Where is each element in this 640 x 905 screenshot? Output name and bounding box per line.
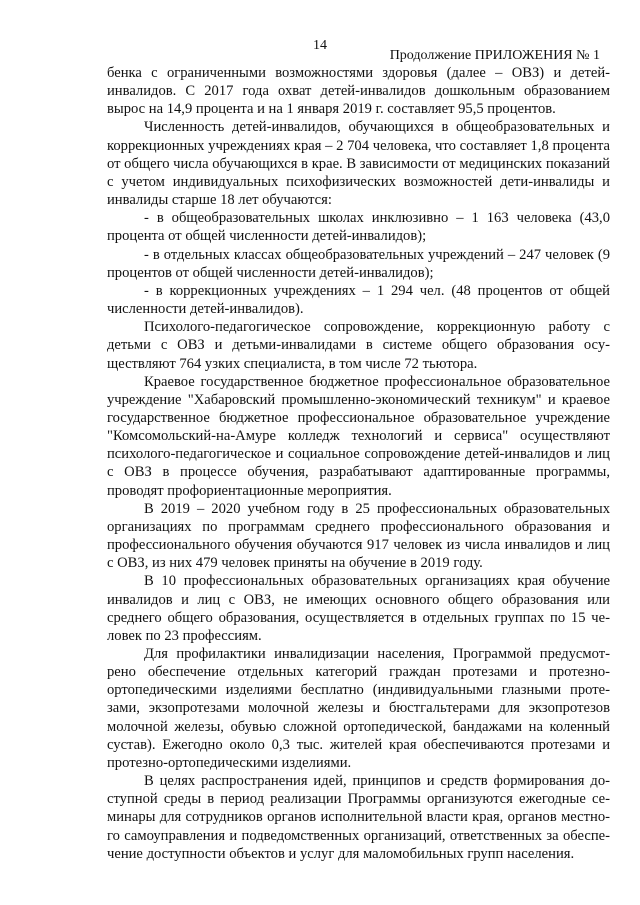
paragraph: Краевое государственное бюджетное профессиональное образовательное учреждение "Хабаровский промышленно-экономический техникум" и краевое государственное бюджетное профессиональное образовательное учреждение "Комсомольский-на-Амуре колледж технологий и сервиса" осуществляют психолого-педагогическое и социальное сопровождение детей-инвалидов и лиц с ОВЗ в процессе обучения, разрабатывают адаптированные программы, проводят профориентационные мероприятия.: [107, 373, 610, 499]
list-item: - в отдельных классах общеобразовательных учреждений – 247 человек (9 процентов от общей численности детей-инвалидов);: [107, 246, 610, 281]
paragraph: бенка с ограниченными возможностями здоровья (далее – ОВЗ) и детей-инвалидов. С 2017 года охват детей-инвалидов дошкольным образованием вырос на 14,9 процента и на 1 января 2019 г. составляет 95,5 процентов.: [107, 65, 610, 118]
paragraph: Численность детей-инвалидов, обучающихся в общеобразовательных и коррекционных учреждениях края – 2 704 человека, что составляет 1,8 процента от общего числа обучающихся в крае. В зависимости от медицинских показаний с учетом индивидуальных психофизических возможностей дети-инвалиды и инвалиды старше 18 лет обучаются:: [107, 119, 610, 209]
page-number: 14: [313, 38, 327, 53]
appendix-label: Продолжение ПРИЛОЖЕНИЯ № 1: [389, 48, 600, 63]
paragraph: В 10 профессиональных образовательных организациях края обучение инвалидов и лиц с ОВЗ, не имеющих основного общего образования или среднего общего образования, осуществляется в отдельных группах по 15 человек по 23 профессиям.: [107, 573, 610, 644]
list-item: - в общеобразовательных школах инклюзивно – 1 163 человека (43,0 процента от общей численности детей-инвалидов);: [107, 210, 610, 245]
list-item: - в коррекционных учреждениях – 1 294 чел. (48 процентов от общей численности детей-инвалидов).: [107, 282, 610, 318]
paragraph: Для профилактики инвалидизации населения, Программой предусмотрено обеспечение отдельных категорий граждан протезами и протезно-ортопедическими изделиями бесплатно (индивидуальными глазными протезами, экзопротезами молочной железы и бюстгальтерами для экзопротезов молочной железы, обувью сложной ортопедической, бандажами на коленный сустав). Ежегодно около 0,3 тыс. жителей края обеспечиваются протезами и протезно-ортопедическими изделиями.: [107, 646, 610, 771]
paragraph: В 2019 – 2020 учебном году в 25 профессиональных образовательных организациях по программам среднего профессионального образования и профессионального обучения обучаются 917 человек из числа инвалидов и лиц с ОВЗ, из них 479 человек приняты на обучение в 2019 году.: [107, 500, 610, 572]
document-body: [107, 64, 610, 863]
paragraph: В целях распространения идей, принципов и средств формирования доступной среды в период реализации Программы организуются ежегодные семинары для сотрудников органов исполнительной власти края, органов местного самоуправления и подведомственных организаций, ответственных за обеспечение доступности объектов и услуг для маломобильных групп населения.: [107, 773, 610, 862]
paragraph: Психолого-педагогическое сопровождение, коррекционную работу с детьми с ОВЗ и детьми-инвалидами в системе общего образования осуществляют 764 узких специалиста, в том числе 72 тьютора.: [107, 319, 610, 372]
